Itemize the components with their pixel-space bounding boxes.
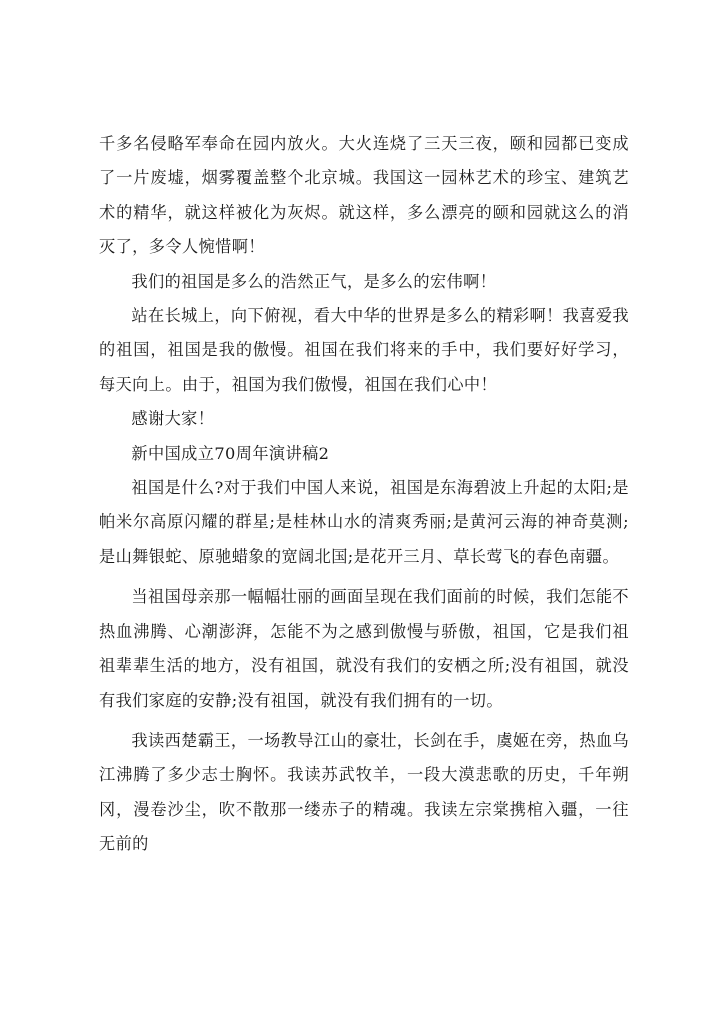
- paragraph-history-reading: 我读西楚霸王，一场教导江山的豪壮，长剑在手，虞姬在旁，热血乌江沸腾了多少志士胸怀。我读苏武牧羊，一段大漠悲歌的历史，千年朔冈，漫卷沙尘，吹不散那一缕赤子的精魂。我读左宗棠携棺入疆，一往无前的: [99, 730, 630, 854]
- paragraph-what-is-motherland: 祖国是什么?对于我们中国人来说，祖国是东海碧波上升起的太阳;是帕米尔高原闪耀的群星;是桂林山水的清爽秀丽;是黄河云海的神奇莫测;是山舞银蛇、原驰蜡象的宽阔北国;是花开三月、草长莺飞的春色南疆。: [99, 478, 629, 566]
- paragraph-thanks: 感谢大家！: [131, 409, 215, 429]
- paragraph-motherland-picture: 当祖国母亲那一幅幅壮丽的画面呈现在我们面前的时候，我们怎能不热血沸腾、心潮澎湃，怎能不为之感到傲慢与骄傲，祖国，它是我们祖祖辈辈生活的地方，没有祖国，就没有我们的安栖之所;没有祖国，就没有我们家庭的安静;没有祖国，就没有我们拥有的一切。: [99, 587, 630, 710]
- document-body: [99, 127, 629, 862]
- paragraph-summer-palace-fire: 千多名侵略军奉命在园内放火。大火连烧了三天三夜，颐和园都已变成了一片废墟，烟雾覆盖整个北京城。我国这一园林艺术的珍宝、建筑艺术的精华，就这样被化为灰烬。就这样，多么漂亮的颐和园就这么的消灭了，多令人惋惜啊！: [99, 134, 629, 257]
- paragraph-motherland-righteous: 我们的祖国是多么的浩然正气，是多么的宏伟啊！: [131, 271, 497, 291]
- paragraph-great-wall: 站在长城上，向下俯视，看大中华的世界是多么的精彩啊！我喜爱我的祖国，祖国是我的傲慢。祖国在我们将来的手中，我们要好好学习，每天向上。由于，祖国为我们傲慢，祖国在我们心中！: [99, 306, 630, 394]
- section-heading: 新中国成立70周年演讲稿2: [131, 443, 330, 463]
